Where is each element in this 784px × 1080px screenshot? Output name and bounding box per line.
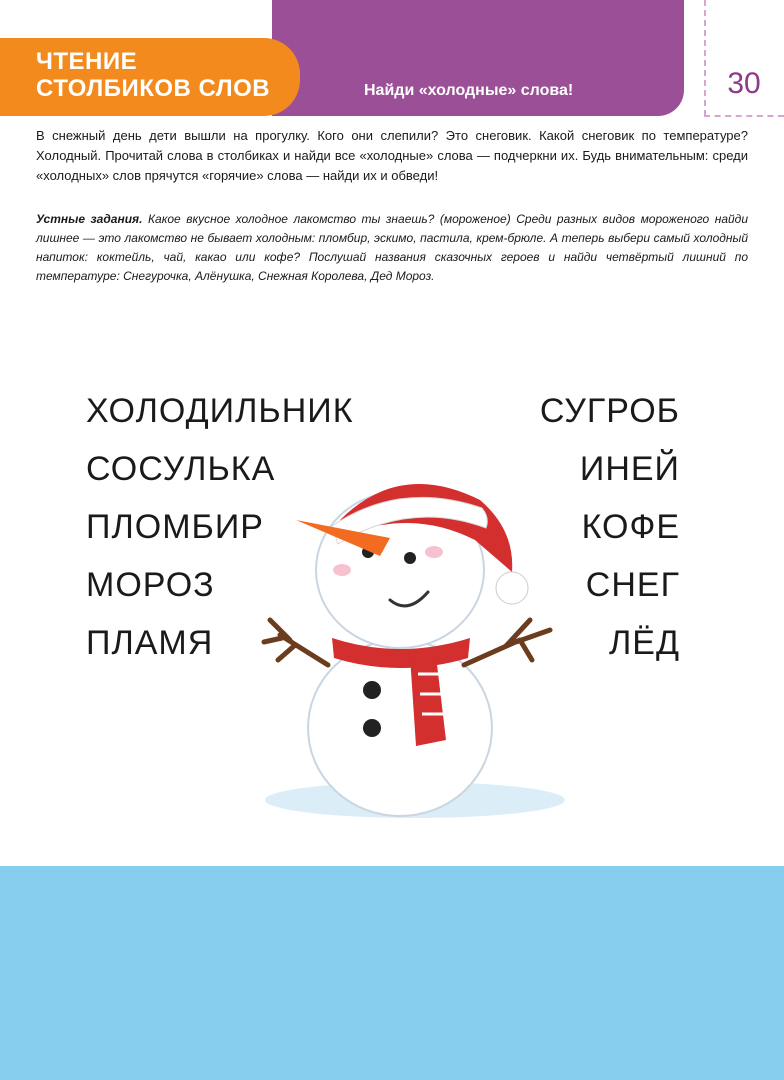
word-left-3: ПЛОМБИР bbox=[86, 508, 264, 546]
title-line-1: ЧТЕНИЕ bbox=[36, 48, 138, 75]
word-right-1: СУГРОБ bbox=[539, 392, 680, 430]
snow-background bbox=[0, 866, 784, 1080]
title-line-2: СТОЛБИКОВ СЛОВ bbox=[36, 75, 271, 102]
word-right-4: СНЕГ bbox=[585, 566, 680, 604]
intro-paragraph: В снежный день дети вышли на прогулку. Кого они слепили? Это снеговик. Какой снеговик по температуре? Холодный. Прочитай слова в столбиках и найди все «холодные» слова — подчеркни их. Будь внимательным: среди «холодных» слов прячутся «горячие» слова — найди их и обведи! bbox=[36, 128, 748, 183]
word-left-5: ПЛАМЯ bbox=[86, 624, 214, 662]
word-right-3: КОФЕ bbox=[581, 508, 680, 546]
word-left-2: СОСУЛЬКА bbox=[86, 450, 276, 488]
word-left-1: ХОЛОДИЛЬНИК bbox=[86, 392, 354, 430]
snowman-illustration bbox=[250, 460, 580, 830]
section-title bbox=[0, 38, 300, 116]
oral-tasks bbox=[36, 210, 748, 286]
word-right-5: ЛЁД bbox=[608, 624, 680, 662]
page-number: 30 bbox=[727, 67, 761, 100]
word-right-2: ИНЕЙ bbox=[579, 450, 680, 488]
word-left-4: МОРОЗ bbox=[86, 566, 215, 604]
page-number-underline bbox=[704, 115, 784, 117]
subtitle: Найди «холодные» слова! bbox=[364, 82, 574, 99]
oral-tasks-text: Какое вкусное холодное лакомство ты знаешь? (мороженое) Среди разных видов мороженого найди лишнее — это лакомство не бывает холодным: пломбир, эскимо, пастила, крем-брюле. А теперь выбери самый холодный напиток: коктейль, чай, какао или кофе? Послушай названия сказочных героев и найди четвёртый лишний по температуре: Снегурочка, Алёнушка, Снежная Королева, Дед Мороз. bbox=[36, 212, 748, 283]
oral-tasks-label: Устные задания. bbox=[36, 212, 143, 226]
